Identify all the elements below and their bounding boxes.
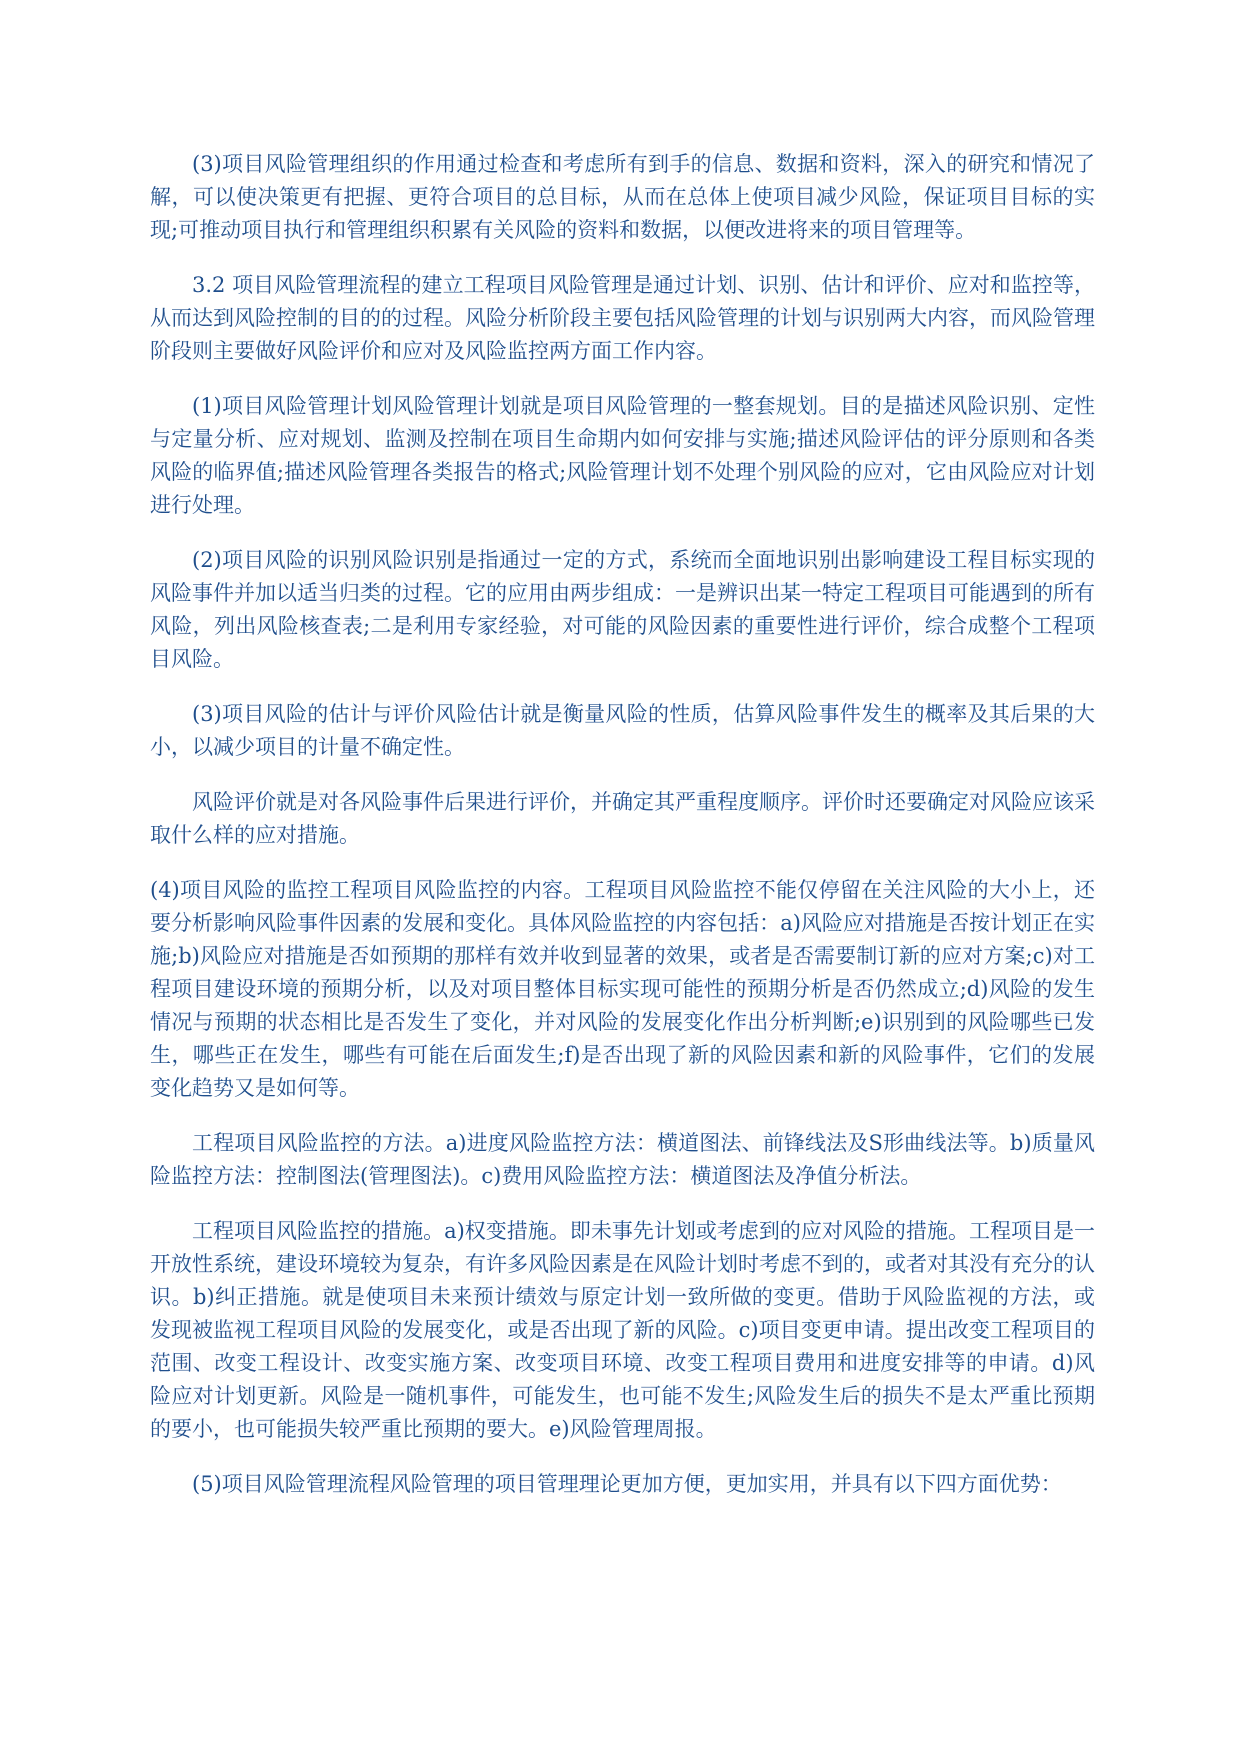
- paragraph-risk-plan: (1)项目风险管理计划风险管理计划就是项目风险管理的一整套规划。目的是描述风险识别、定性与定量分析、应对规划、监测及控制在项目生命期内如何安排与实施;描述风险评估的评分原则和各类风险的临界值;描述风险管理各类报告的格式;风险管理计划不处理个别风险的应对，它由风险应对计划进行处理。: [150, 394, 1095, 517]
- paragraph-org-role: (3)项目风险管理组织的作用通过检查和考虑所有到手的信息、数据和资料，深入的研究和情况了解，可以使决策更有把握、更符合项目的总目标，从而在总体上使项目减少风险，保证项目目标的实现;可推动项目执行和管理组织积累有关风险的资料和数据，以便改进将来的项目管理等。: [150, 152, 1095, 242]
- paragraph-risk-monitoring: (4)项目风险的监控工程项目风险监控的内容。工程项目风险监控不能仅停留在关注风险的大小上，还要分析影响风险事件因素的发展和变化。具体风险监控的内容包括：a)风险应对措施是否按计划正在实施;b)风险应对措施是否如预期的那样有效并收到显著的效果，或者是否需要制订新的应对方案;c)对工程项目建设环境的预期分析，以及对项目整体目标实现可能性的预期分析是否仍然成立;d)风险的发生情况与预期的状态相比是否发生了变化，并对风险的发展变化作出分析判断;e)识别到的风险哪些已发生，哪些正在发生，哪些有可能在后面发生;f)是否出现了新的风险因素和新的风险事件，它们的发展变化趋势又是如何等。: [150, 878, 1095, 1100]
- document-body: [150, 148, 1095, 1523]
- paragraph-risk-evaluation: 风险评价就是对各风险事件后果进行评价，并确定其严重程度顺序。评价时还要确定对风险应该采取什么样的应对措施。: [150, 790, 1095, 847]
- paragraph-monitoring-measures: 工程项目风险监控的措施。a)权变措施。即未事先计划或考虑到的应对风险的措施。工程项目是一开放性系统，建设环境较为复杂，有许多风险因素是在风险计划时考虑不到的，或者对其没有充分的认识。b)纠正措施。就是使项目未来预计绩效与原定计划一致所做的变更。借助于风险监视的方法，或发现被监视工程项目风险的发展变化，或是否出现了新的风险。c)项目变更申请。提出改变工程项目的范围、改变工程设计、改变实施方案、改变项目环境、改变工程项目费用和进度安排等的申请。d)风险应对计划更新。风险是一随机事件，可能发生，也可能不发生;风险发生后的损失不是太严重比预期的要小，也可能损失较严重比预期的要大。e)风险管理周报。: [150, 1219, 1095, 1441]
- paragraph-risk-estimation: (3)项目风险的估计与评价风险估计就是衡量风险的性质，估算风险事件发生的概率及其后果的大小，以减少项目的计量不确定性。: [150, 702, 1095, 759]
- paragraph-process-advantages: (5)项目风险管理流程风险管理的项目管理理论更加方便，更加实用，并具有以下四方面优势：: [192, 1472, 1062, 1496]
- paragraph-risk-identification: (2)项目风险的识别风险识别是指通过一定的方式，系统而全面地识别出影响建设工程目标实现的风险事件并加以适当归类的过程。它的应用由两步组成：一是辨识出某一特定工程项目可能遇到的所有风险，列出风险核查表;二是利用专家经验，对可能的风险因素的重要性进行评价，综合成整个工程项目风险。: [150, 548, 1095, 671]
- paragraph-process-setup: 3.2 项目风险管理流程的建立工程项目风险管理是通过计划、识别、估计和评价、应对和监控等，从而达到风险控制的目的的过程。风险分析阶段主要包括风险管理的计划与识别两大内容，而风险管理阶段则主要做好风险评价和应对及风险监控两方面工作内容。: [150, 273, 1095, 363]
- paragraph-monitoring-methods: 工程项目风险监控的方法。a)进度风险监控方法：横道图法、前锋线法及S形曲线法等。b)质量风险监控方法：控制图法(管理图法)。c)费用风险监控方法：横道图法及净值分析法。: [150, 1131, 1095, 1188]
